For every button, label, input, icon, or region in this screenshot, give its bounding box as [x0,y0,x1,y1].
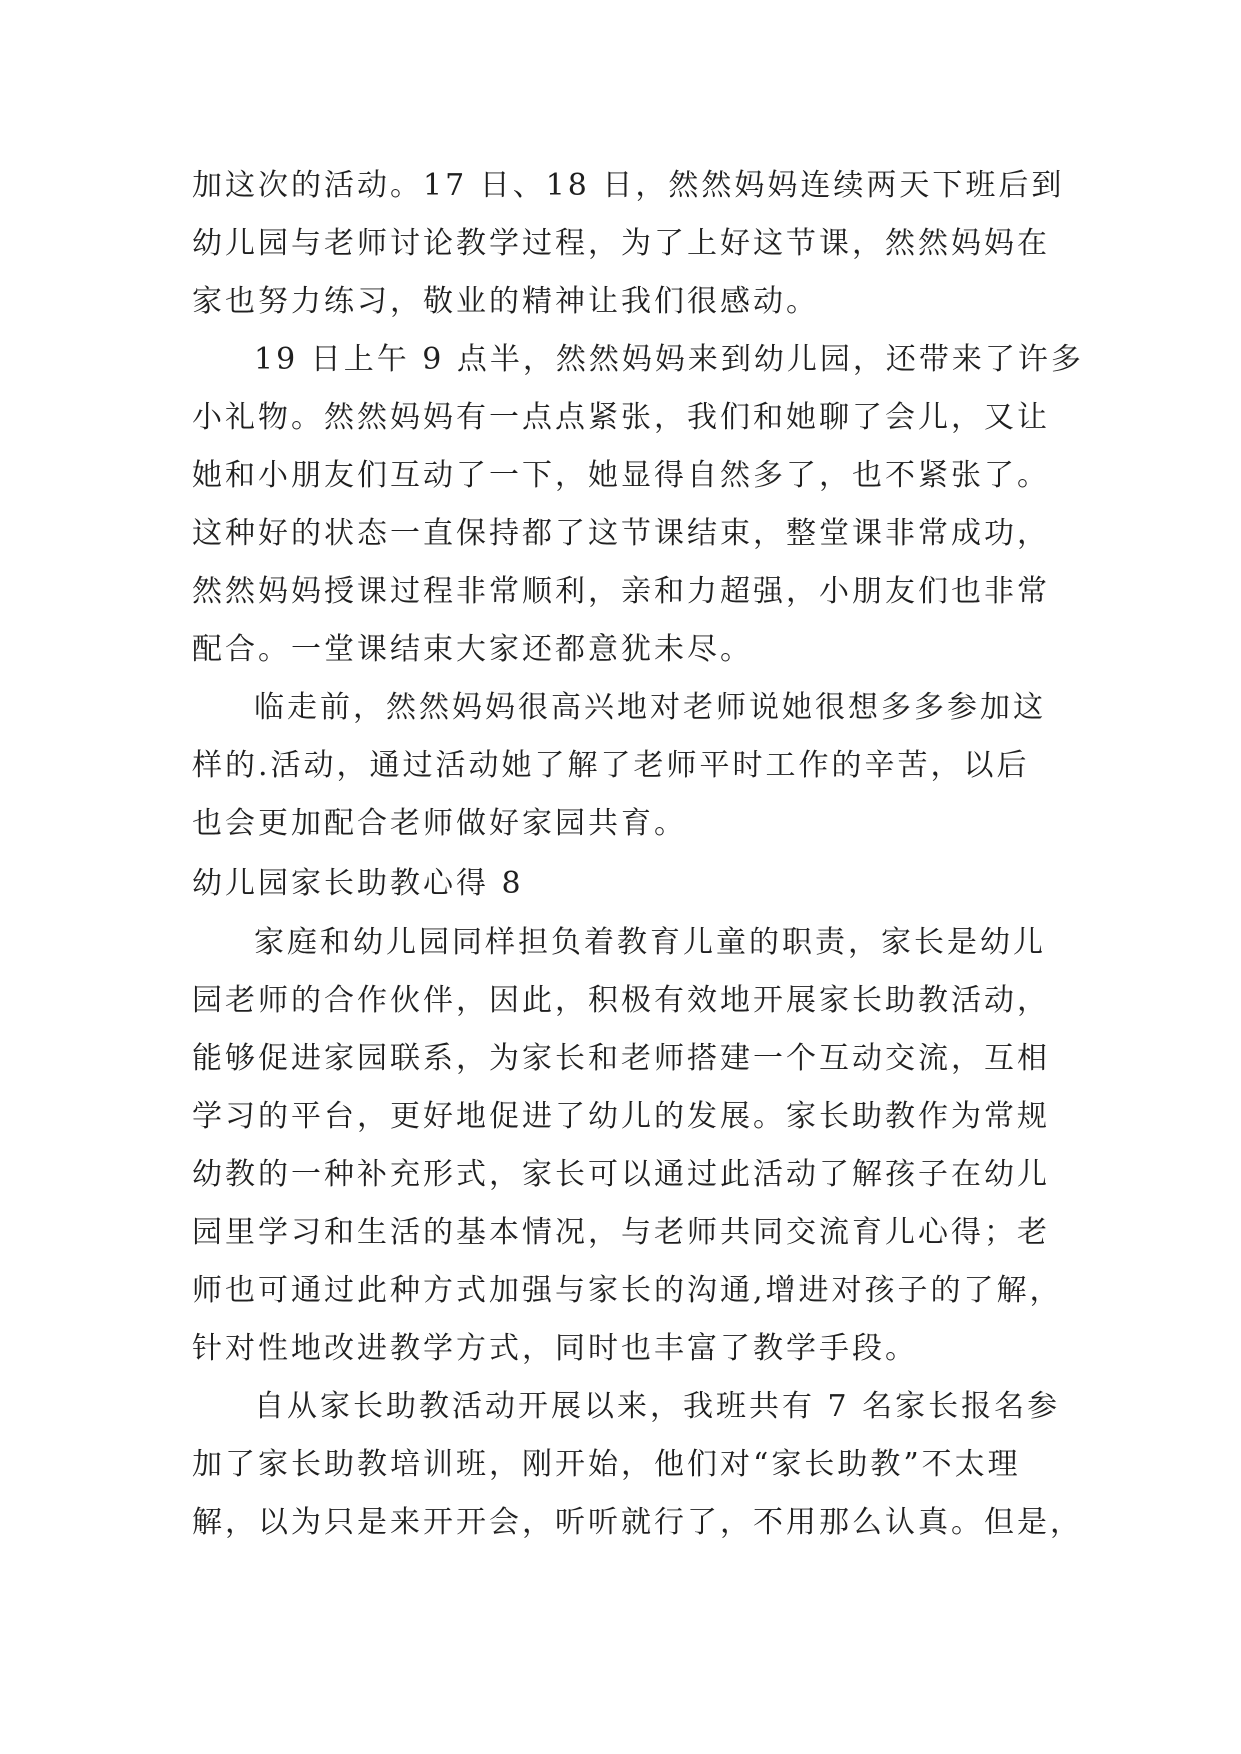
paragraph-line: 临走前，然然妈妈很高兴地对老师说她很想多多参加这 [254,690,1046,725]
paragraph-line: 幼儿园与老师讨论教学过程，为了上好这节课，然然妈妈在 [192,226,1050,261]
paragraph-line: 加这次的活动。17 日、18 日，然然妈妈连续两天下班后到 [192,168,1065,203]
paragraph-line: 加了家长助教培训班，刚开始，他们对“家长助教”不太理 [192,1447,1021,1482]
paragraph-line: 自从家长助教活动开展以来，我班共有 7 名家长报名参 [254,1389,1061,1424]
paragraph-line: 能够促进家园联系，为家长和老师搭建一个互动交流，互相 [192,1041,1050,1076]
paragraph-line: 园里学习和生活的基本情况，与老师共同交流育儿心得；老 [192,1215,1050,1250]
paragraph-line: 家庭和幼儿园同样担负着教育儿童的职责，家长是幼儿 [254,925,1046,960]
paragraph-line: 19 日上午 9 点半，然然妈妈来到幼儿园，还带来了许多 [254,342,1084,377]
paragraph-line: 学习的平台，更好地促进了幼儿的发展。家长助教作为常规 [192,1099,1050,1134]
paragraph-line: 幼教的一种补充形式，家长可以通过此活动了解孩子在幼儿 [192,1157,1050,1192]
paragraph-line: 园老师的合作伙伴，因此，积极有效地开展家长助教活动， [192,983,1050,1018]
paragraph-line: 她和小朋友们互动了一下，她显得自然多了，也不紧张了。 [192,458,1050,493]
paragraph-line: 配合。一堂课结束大家还都意犹未尽。 [192,632,753,667]
paragraph-line: 师也可通过此种方式加强与家长的沟通,增进对孩子的了解， [192,1273,1063,1308]
paragraph-line: 这种好的状态一直保持都了这节课结束，整堂课非常成功， [192,516,1050,551]
paragraph-line: 解，以为只是来开开会，听听就行了，不用那么认真。但是， [192,1505,1083,1540]
paragraph-line: 也会更加配合老师做好家园共育。 [192,806,687,841]
paragraph-line: 小礼物。然然妈妈有一点点紧张，我们和她聊了会儿，又让 [192,400,1050,435]
section-heading: 幼儿园家长助教心得 8 [192,866,524,901]
paragraph-line: 样的.活动，通过活动她了解了老师平时工作的辛苦，以后 [192,748,1030,783]
paragraph-line: 家也努力练习，敬业的精神让我们很感动。 [192,284,819,319]
document-body [192,157,1084,1552]
paragraph-line: 针对性地改进教学方式，同时也丰富了教学手段。 [192,1331,918,1366]
paragraph-line: 然然妈妈授课过程非常顺利，亲和力超强，小朋友们也非常 [192,574,1050,609]
